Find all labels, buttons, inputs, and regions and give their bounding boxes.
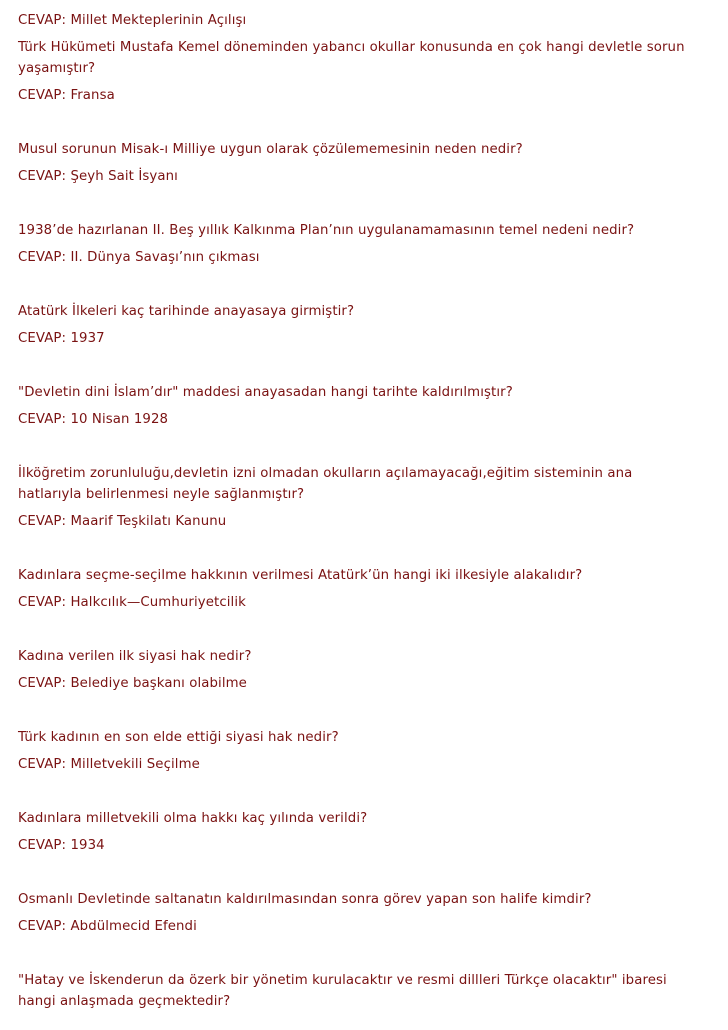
- spacer: [18, 943, 698, 970]
- answer-text: CEVAP: Milletvekili Seçilme: [18, 757, 200, 772]
- qa-item-12: [18, 970, 698, 1012]
- question-text: Kadına verilen ilk siyasi hak nedir?: [18, 649, 252, 664]
- answer-text: CEVAP: 10 Nisan 1928: [18, 412, 169, 427]
- spacer: [18, 538, 698, 565]
- qa-item-5: [18, 382, 698, 430]
- spacer: [18, 112, 698, 139]
- spacer: [18, 355, 698, 382]
- answer-text: CEVAP: 1937: [18, 331, 105, 346]
- qa-item-11: [18, 889, 698, 937]
- question-text: "Devletin dini İslam’dır" maddesi anayasadan hangi tarihte kaldırılmıştır?: [18, 385, 513, 400]
- qa-item-10: [18, 808, 698, 856]
- answer-text: CEVAP: 1934: [18, 838, 105, 853]
- question-text: "Hatay ve İskenderun da özerk bir yönetim kurulacaktır ve resmi dillleri Türkçe olacaktır" ibaresi hangi anlaşmada geçmektedir?: [18, 973, 667, 1009]
- qa-item-3: [18, 220, 698, 268]
- qa-item-9: [18, 727, 698, 775]
- answer-text: CEVAP: Halkcılık—Cumhuriyetcilik: [18, 595, 246, 610]
- answer-text: CEVAP: Fransa: [18, 88, 115, 103]
- answer-text: CEVAP: Maarif Teşkilatı Kanunu: [18, 514, 227, 529]
- qa-document: [18, 10, 698, 1018]
- qa-item-1: [18, 37, 698, 106]
- answer-text: CEVAP: Şeyh Sait İsyanı: [18, 169, 178, 184]
- qa-item-4: [18, 301, 698, 349]
- question-text: Musul sorunun Misak-ı Milliye uygun olarak çözülememesinin neden nedir?: [18, 142, 523, 157]
- spacer: [18, 436, 698, 463]
- question-text: Türk Hükümeti Mustafa Kemel döneminden yabancı okullar konusunda en çok hangi devletle sorun yaşamıştır?: [18, 40, 685, 76]
- answer-text: CEVAP: Abdülmecid Efendi: [18, 919, 197, 934]
- question-text: Kadınlara milletvekili olma hakkı kaç yılında verildi?: [18, 811, 368, 826]
- spacer: [18, 193, 698, 220]
- qa-item-6: [18, 463, 698, 532]
- answer-text: CEVAP: Belediye başkanı olabilme: [18, 676, 247, 691]
- spacer: [18, 700, 698, 727]
- question-text: Atatürk İlkeleri kaç tarihinde anayasaya girmiştir?: [18, 304, 355, 319]
- qa-item-7: [18, 565, 698, 613]
- qa-item-0: [18, 10, 698, 31]
- question-text: Osmanlı Devletinde saltanatın kaldırılmasından sonra görev yapan son halife kimdir?: [18, 892, 592, 907]
- question-text: Kadınlara seçme-seçilme hakkının verilmesi Atatürk’ün hangi iki ilkesiyle alakalıdır?: [18, 568, 583, 583]
- spacer: [18, 274, 698, 301]
- answer-text: CEVAP: II. Dünya Savaşı’nın çıkması: [18, 250, 260, 265]
- qa-item-8: [18, 646, 698, 694]
- answer-text: CEVAP: Millet Mekteplerinin Açılışı: [18, 13, 247, 28]
- spacer: [18, 619, 698, 646]
- spacer: [18, 781, 698, 808]
- question-text: İlköğretim zorunluluğu,devletin izni olmadan okulların açılamayacağı,eğitim sisteminin ana hatlarıyla belirlenmesi neyle sağlanmıştır?: [18, 466, 633, 502]
- question-text: Türk kadının en son elde ettiği siyasi hak nedir?: [18, 730, 339, 745]
- qa-item-2: [18, 139, 698, 187]
- question-text: 1938’de hazırlanan II. Beş yıllık Kalkınma Plan’nın uygulanamamasının temel nedeni nedir?: [18, 223, 635, 238]
- spacer: [18, 862, 698, 889]
